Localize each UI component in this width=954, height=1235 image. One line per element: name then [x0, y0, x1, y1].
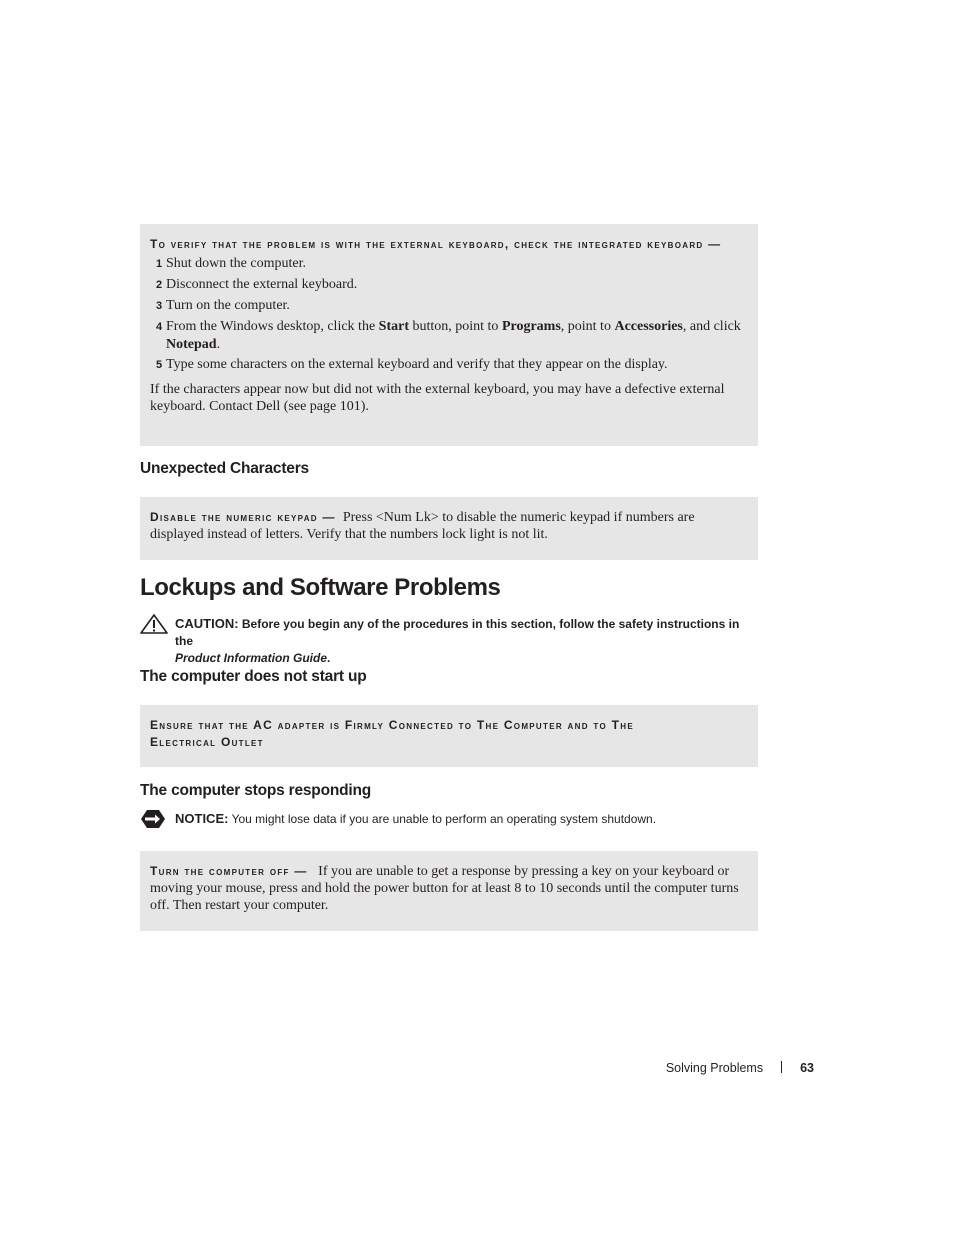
footer-divider [781, 1061, 782, 1073]
accessories-term: Accessories [614, 319, 683, 334]
box-text: Press <Num Lk> to disable the numeric keypad if numbers are displayed instead of letters. Verify that the numbers lock light is not lit. [150, 510, 695, 542]
box-content [150, 509, 746, 543]
list-item [150, 255, 746, 273]
box-paragraph: If the characters appear now but did not with the external keyboard, you may have a defective external keyboard. Contact Dell (see page 101). [150, 382, 725, 414]
notice-body: You might lose data if you are unable to perform an operating system shutdown. [231, 812, 657, 826]
step-number: 3 [156, 300, 163, 312]
programs-term: Programs [501, 319, 561, 334]
page-footer [666, 1061, 814, 1075]
caution-body: Before you begin any of the procedures in this section, follow the safety instructions in the [175, 617, 740, 648]
box-heading: Ensure that the AC adapter is Firmly Connected to The Computer and to The Electrical Outlet [150, 718, 634, 749]
step-text-part: , point to [560, 319, 615, 334]
step-text: Disconnect the external keyboard. [166, 277, 358, 292]
product-info-guide: Product Information Guide [175, 651, 327, 665]
start-term: Start [378, 319, 409, 334]
page-number: 63 [800, 1061, 814, 1075]
caution-end: . [327, 651, 331, 665]
caution-text [175, 615, 760, 667]
steps-list [150, 255, 746, 374]
numeric-keypad-box [140, 497, 758, 560]
step-text-part: button, point to [408, 319, 502, 334]
box-heading: To verify that the problem is with the external keyboard, check the integrated keyboard — [150, 237, 722, 251]
box-heading: Turn the computer off — [150, 864, 308, 878]
step-number: 5 [156, 359, 163, 371]
list-item [150, 318, 746, 353]
step-text-part: . [216, 337, 221, 352]
step-text: Type some characters on the external keyboard and verify that they appear on the display. [166, 357, 668, 372]
turn-off-box [140, 851, 758, 931]
step-number: 1 [156, 258, 163, 270]
footer-section: Solving Problems [665, 1061, 764, 1075]
ac-adapter-box [140, 705, 758, 767]
step-text: Turn on the computer. [166, 298, 290, 313]
notice-arrow-icon [140, 809, 166, 829]
keyboard-check-box [140, 224, 758, 446]
notice-label: NOTICE: [175, 811, 229, 826]
step-text-part: , and click [682, 319, 741, 334]
page-title: Lockups and Software Problems [140, 574, 501, 601]
notice-text [175, 810, 760, 828]
step-number: 4 [156, 321, 163, 333]
list-item [150, 276, 746, 294]
step-text-part: From the Windows desktop, click the [166, 319, 379, 334]
list-item [150, 297, 746, 315]
section-heading-no-start: The computer does not start up [140, 668, 367, 685]
step-number: 2 [156, 279, 163, 291]
section-heading-stops: The computer stops responding [140, 782, 372, 799]
caution-label: CAUTION: [175, 616, 239, 631]
box-heading: Disable the numeric keypad — [150, 510, 336, 524]
box-text: If you are unable to get a response by pressing a key on your keyboard or moving your mouse, press and hold the power button for at least 8 to 10 seconds until the computer turns off. Then restart your computer. [150, 864, 739, 913]
notepad-term: Notepad [166, 337, 217, 352]
list-item [150, 356, 746, 374]
caution-triangle-icon [140, 614, 168, 634]
section-heading-unexpected: Unexpected Characters [140, 460, 309, 477]
box-content [150, 863, 746, 914]
step-text: Shut down the computer. [166, 256, 306, 271]
